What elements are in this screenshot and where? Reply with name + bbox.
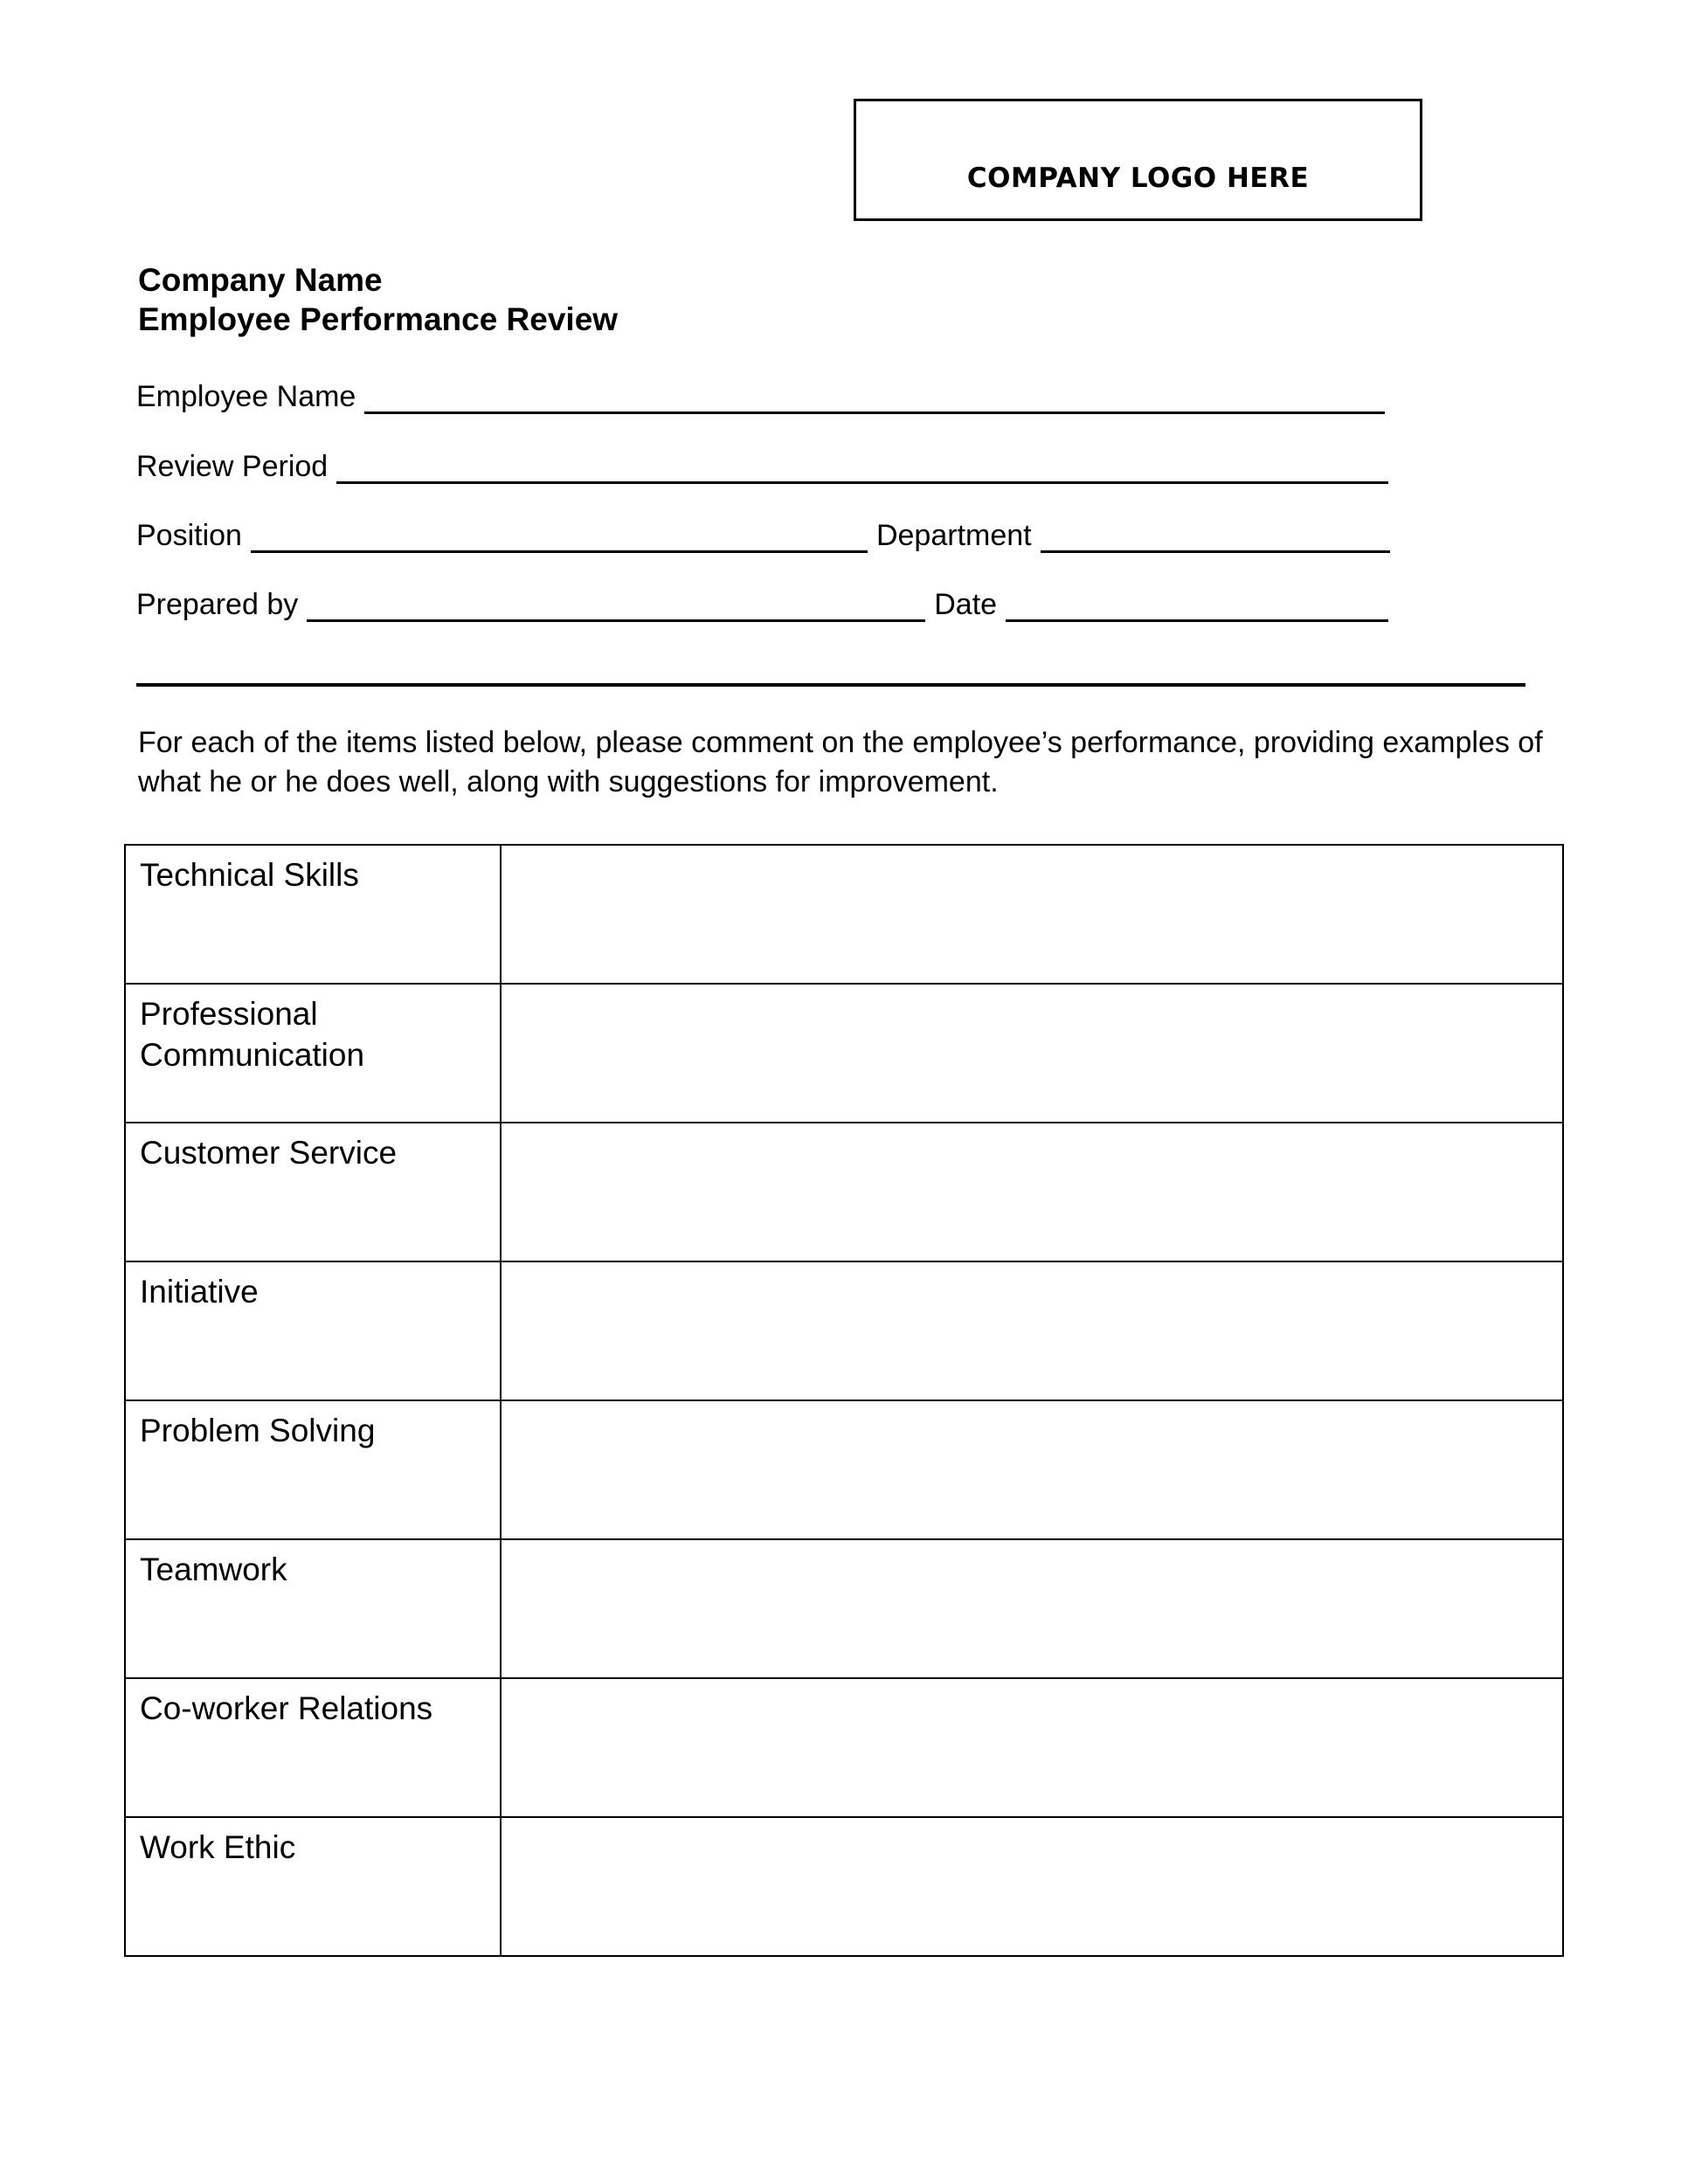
review-item-label: Teamwork: [125, 1539, 501, 1678]
position-label: Position: [136, 519, 242, 552]
review-row: [125, 984, 1563, 1123]
review-comment-field[interactable]: [501, 1678, 1563, 1817]
review-row: [125, 1123, 1563, 1261]
company-name: Company Name: [138, 262, 383, 298]
review-comment-field[interactable]: [501, 1123, 1563, 1261]
review-item-label: Problem Solving: [125, 1400, 501, 1539]
review-period-label: Review Period: [136, 450, 329, 483]
form-header: [138, 260, 618, 339]
review-row: [125, 1261, 1563, 1400]
review-row: [125, 1678, 1563, 1817]
review-item-label: Co-worker Relations: [125, 1678, 501, 1817]
review-item-label: Initiative: [125, 1261, 501, 1400]
employee-name-label: Employee Name: [136, 380, 356, 413]
review-comment-field[interactable]: [501, 845, 1563, 984]
review-row: [125, 1400, 1563, 1539]
position-department-row: [136, 511, 1399, 553]
form-title: Employee Performance Review: [138, 301, 619, 337]
review-row: [125, 845, 1563, 984]
department-field[interactable]: [1041, 519, 1390, 553]
prepared-by-label: Prepared by: [136, 588, 299, 621]
prepared-by-field[interactable]: [307, 588, 925, 622]
company-logo-placeholder: [854, 99, 1422, 221]
review-item-label: Professional Communication: [125, 984, 501, 1123]
employee-name-field[interactable]: [364, 380, 1385, 414]
review-item-label: Customer Service: [125, 1123, 501, 1261]
review-comment-field[interactable]: [501, 984, 1563, 1123]
review-item-label: Work Ethic: [125, 1817, 501, 1956]
review-table: [124, 844, 1564, 1957]
review-comment-field[interactable]: [501, 1817, 1563, 1956]
review-row: [125, 1539, 1563, 1678]
department-label: Department: [875, 519, 1032, 552]
instructions-text: For each of the items listed below, please comment on the employee’s performance, providing examples of what he or he does well, along with suggestions for improvement.: [138, 726, 1543, 798]
review-comment-field[interactable]: [501, 1400, 1563, 1539]
review-comment-field[interactable]: [501, 1261, 1563, 1400]
review-period-row: [136, 442, 1397, 484]
review-row: [125, 1817, 1563, 1956]
position-field[interactable]: [251, 519, 868, 553]
review-item-label: Technical Skills: [125, 845, 501, 984]
employee-name-row: [136, 372, 1394, 414]
section-divider: [136, 683, 1525, 687]
review-comment-field[interactable]: [501, 1539, 1563, 1678]
date-field[interactable]: [1006, 588, 1388, 622]
prepared-by-date-row: [136, 580, 1397, 622]
logo-placeholder-text: COMPANY LOGO HERE: [966, 162, 1310, 194]
date-label: Date: [934, 588, 998, 621]
review-period-field[interactable]: [336, 450, 1388, 484]
